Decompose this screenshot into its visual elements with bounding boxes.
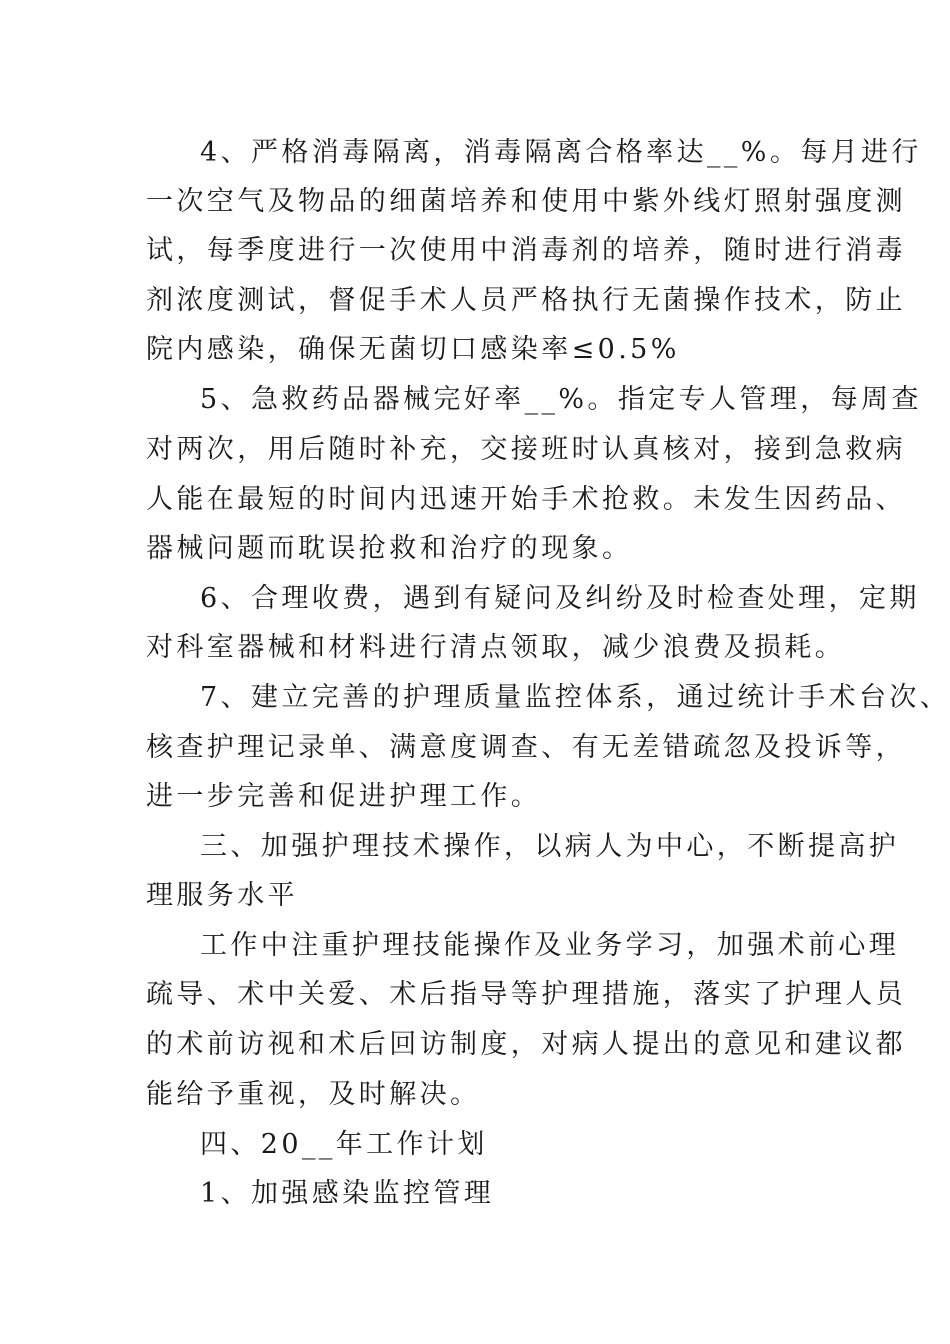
list-item: 1、加强感染监控管理 xyxy=(200,1178,495,1209)
text-line: 6、合理收费，遇到有疑问及纠纷及时检查处理，定期 xyxy=(200,583,920,614)
text-line: 疏导、术中关爱、术后指导等护理措施，落实了护理人员 xyxy=(146,979,906,1010)
text-line: 剂浓度测试，督促手术人员严格执行无菌操作技术，防止 xyxy=(146,285,906,316)
text-line: 器械问题而耽误抢救和治疗的现象。 xyxy=(146,533,633,564)
text-line: 7、建立完善的护理质量监控体系，通过统计手术台次、 xyxy=(200,682,950,713)
section-heading: 四、20__年工作计划 xyxy=(200,1129,488,1160)
text-line: 人能在最短的时间内迅速开始手术抢救。未发生因药品、 xyxy=(146,484,906,515)
section-heading: 三、加强护理技术操作，以病人为中心，不断提高护 xyxy=(200,831,900,862)
text-line: 进一步完善和促进护理工作。 xyxy=(146,781,542,812)
text-line: 能给予重视，及时解决。 xyxy=(146,1079,481,1110)
text-line: 院内感染，确保无菌切口感染率≤0.5% xyxy=(146,334,680,365)
text-line: 工作中注重护理技能操作及业务学习，加强术前心理 xyxy=(200,930,900,961)
text-line: 试，每季度进行一次使用中消毒剂的培养，随时进行消毒 xyxy=(146,235,906,266)
text-line: 对科室器械和材料进行清点领取，减少浪费及损耗。 xyxy=(146,632,846,663)
text-line: 的术前访视和术后回访制度，对病人提出的意见和建议都 xyxy=(146,1029,906,1060)
text-line: 一次空气及物品的细菌培养和使用中紫外线灯照射强度测 xyxy=(146,186,906,217)
section-heading: 理服务水平 xyxy=(146,880,298,911)
text-line: 对两次，用后随时补充，交接班时认真核对，接到急救病 xyxy=(146,434,906,465)
text-line: 4、严格消毒隔离，消毒隔离合格率达__%。每月进行 xyxy=(200,137,922,168)
text-line: 核查护理记录单、满意度调查、有无差错疏忽及投诉等， xyxy=(146,732,906,763)
text-line: 5、急救药品器械完好率__%。指定专人管理，每周查 xyxy=(200,384,922,415)
